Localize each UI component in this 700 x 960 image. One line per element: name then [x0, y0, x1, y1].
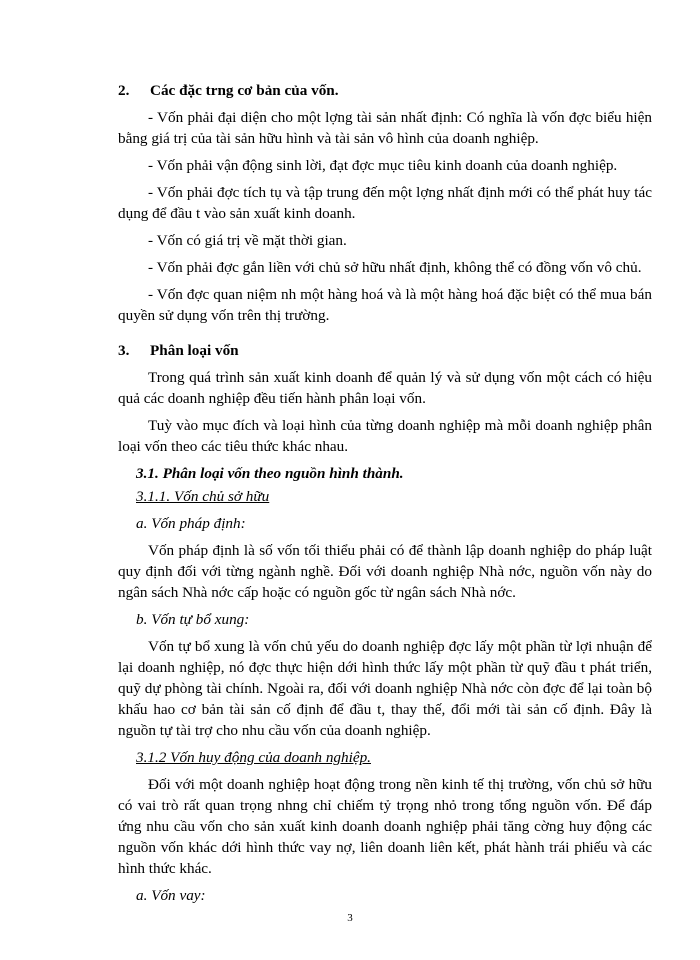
section-2-heading — [118, 80, 652, 101]
paragraph: Tuỳ vào mục đích và loại hình của từng doanh nghiệp mà mỗi doanh nghiệp phân loại vốn theo các tiêu thức khác nhau. — [118, 417, 652, 455]
section-3-heading — [118, 340, 652, 361]
paragraph: - Vốn phải đợc tích tụ và tập trung đến một lợng nhất định mới có thể phát huy tác dụng để đầu t vào sản xuất kinh doanh. — [118, 184, 652, 222]
subsection-3-1-title: 3.1. Phân loại vốn theo nguồn hình thành. — [136, 465, 404, 482]
section-3-title: Phân loại vốn — [150, 342, 239, 359]
paragraph: Vốn pháp định là số vốn tối thiểu phải có để thành lập doanh nghiệp do pháp luật quy định đối với từng ngành nghề. Đối với doanh nghiệp Nhà nớc, nguồn vốn này do ngân sách Nhà nớc cấp hoặc có nguồn gốc từ ngân sách Nhà nớc. — [118, 542, 652, 601]
section-2-number: 2. — [118, 82, 130, 99]
paragraph: Đối với một doanh nghiệp hoạt động trong nền kinh tế thị trường, vốn chủ sở hữu có vai trò rất quan trọng nhng chỉ chiếm tỷ trọng nhỏ trong tổng nguồn vốn. Để đáp ứng nhu cầu vốn cho sản xuất kinh doanh doanh nghiệp phải tăng cờng huy động các nguồn vốn khác dới hình thức vay nợ, liên doanh liên kết, phát hành trái phiếu và các hình thức khác. — [118, 776, 652, 877]
item-a2-title: a. Vốn vay: — [136, 887, 206, 904]
paragraph: - Vốn phải vận động sinh lời, đạt đợc mục tiêu kinh doanh của doanh nghiệp. — [148, 157, 618, 174]
page-number: 3 — [347, 912, 353, 924]
item-a-title: a. Vốn pháp định: — [136, 515, 246, 532]
paragraph: - Vốn đợc quan niệm nh một hàng hoá và là một hàng hoá đặc biệt có thể mua bán quyền sử dụng vốn trên thị trường. — [118, 286, 652, 324]
section-2-title: Các đặc trng cơ bản của vốn. — [150, 82, 339, 99]
item-b-title: b. Vốn tự bổ xung: — [136, 611, 250, 628]
subsection-3-1-2-title: 3.1.2 Vốn huy động của doanh nghiệp. — [136, 749, 371, 766]
page-content — [118, 80, 652, 912]
section-3-number: 3. — [118, 342, 130, 359]
paragraph: Vốn tự bổ xung là vốn chủ yếu do doanh nghiệp đợc lấy một phần từ lợi nhuận để lại doanh nghiệp, nó đợc thực hiện dới hình thức lấy một phần từ quỹ đầu t phát triển, quỹ dự phòng tài chính. Ngoài ra, đối với doanh nghiệp Nhà nớc còn đợc để lại toàn bộ khấu hao cơ bản tài sản cố định để đầu t, thay thế, đổi mới tài sản cố định. Đây là nguồn tự tài trợ cho nhu cầu vốn của doanh nghiệp. — [118, 638, 652, 739]
paragraph: - Vốn phải đợc gắn liền với chủ sở hữu nhất định, không thể có đồng vốn vô chủ. — [148, 259, 642, 276]
paragraph: - Vốn phải đại diện cho một lợng tài sản nhất định: Có nghĩa là vốn đợc biểu hiện bằng giá trị của tài sản hữu hình và tài sản vô hình của doanh nghiệp. — [118, 109, 652, 147]
paragraph: - Vốn có giá trị về mặt thời gian. — [148, 232, 347, 249]
subsection-3-1-1-title: 3.1.1. Vốn chủ sở hữu — [136, 488, 270, 505]
paragraph: Trong quá trình sản xuất kinh doanh để quản lý và sử dụng vốn một cách có hiệu quả các doanh nghiệp đều tiến hành phân loại vốn. — [118, 369, 652, 407]
